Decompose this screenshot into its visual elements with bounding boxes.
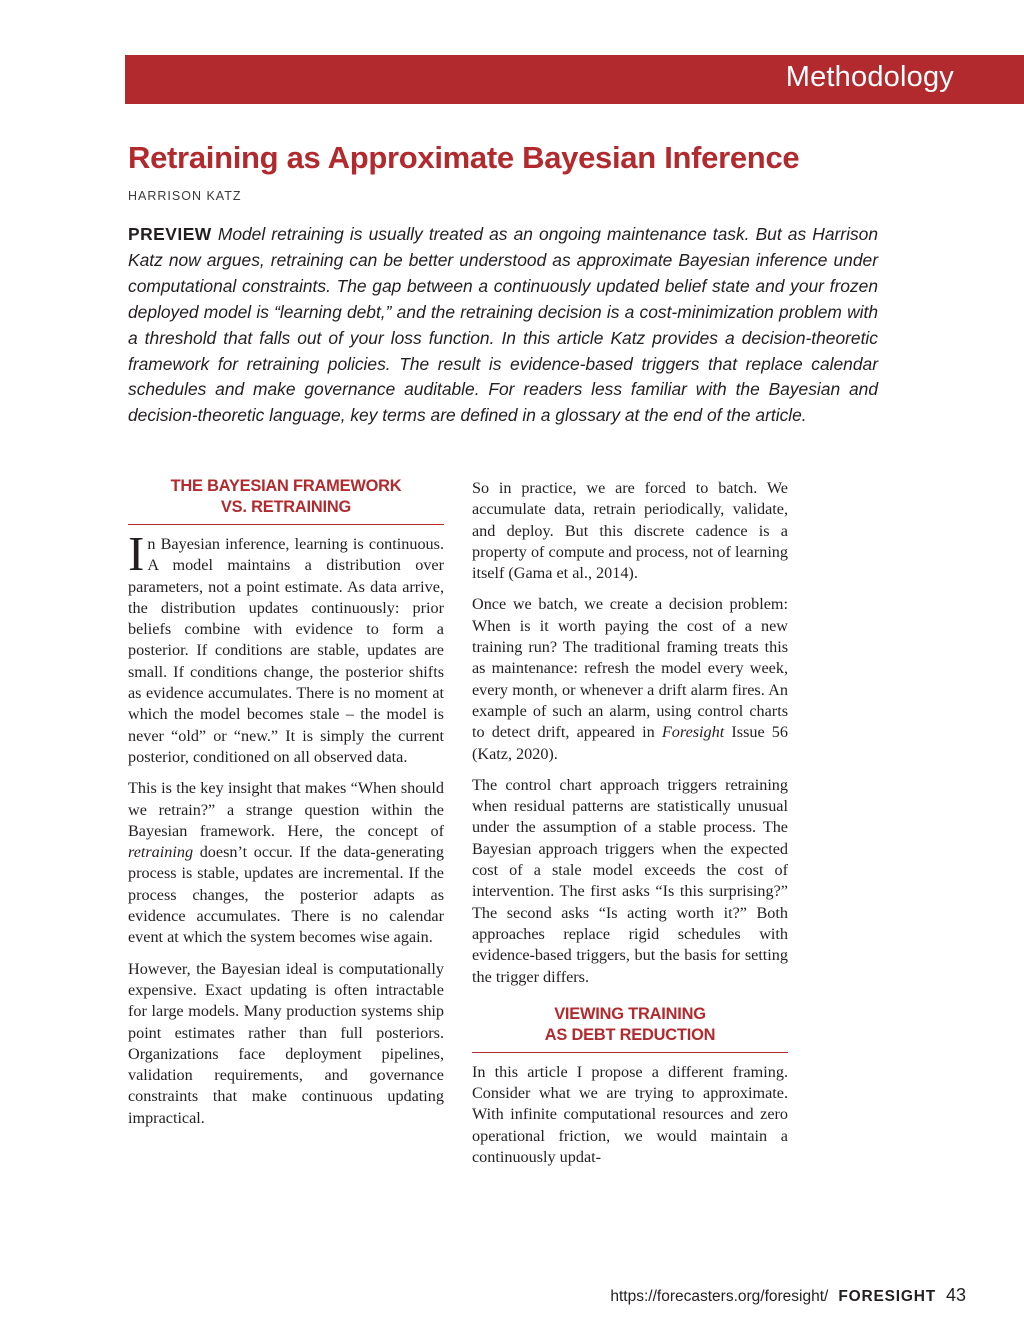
section-banner <box>125 55 1024 104</box>
article-preview <box>128 222 878 429</box>
body-paragraph: In this article I propose a different framing. Consider what we are trying to approximate. With infinite computational resources and zero operational friction, we would maintain a continuously updat- <box>472 1062 788 1167</box>
section-heading-debt-reduction: VIEWING TRAINING AS DEBT REDUCTION <box>472 1004 788 1053</box>
body-paragraph: However, the Bayesian ideal is computationally expensive. Exact updating is often intractable for large models. Many production systems ship point estimates rather than full posteriors. Organizations face deployment pipelines, validation requirements, and governance constraints that make continuous updating impractical. <box>128 959 444 1127</box>
body-paragraph: The control chart approach triggers retraining when residual patterns are statistically unusual under the assumption of a stable process. The Bayesian approach triggers when the expected cost of a stale model exceeds the cost of intervention. The first asks “Is this surprising?” The second asks “Is acting worth it?” Both approaches replace rigid schedules with evidence-based triggers, but the basis for setting the trigger differs. <box>472 775 788 986</box>
body-paragraph: This is the key insight that makes “When should we retrain?” a strange question within the Bayesian framework. Here, the concept of retraining doesn’t occur. If the data-generating process is stable, updates are incremental. If the process changes, the posterior adapts as evidence accumulates. There is no calendar event at which the system becomes wise again. <box>128 779 444 947</box>
body-paragraph: So in practice, we are forced to batch. We accumulate data, retrain periodically, validate, and deploy. But this discrete cadence is a property of compute and process, not of learning itself (Gama et al., 2014). <box>472 479 788 583</box>
section-heading-bayesian-framework: THE BAYESIAN FRAMEWORK VS. RETRAINING <box>128 476 444 525</box>
left-column <box>128 476 444 1139</box>
page-footer <box>610 1285 966 1306</box>
article-title: Retraining as Approximate Bayesian Inference <box>128 140 800 175</box>
preview-text: Model retraining is usually treated as an ongoing maintenance task. But as Harrison Katz now argues, retraining can be better understood as approximate Bayesian inference under computational constraints. The gap between a continuously updated belief state and your frozen deployed model is “learning debt,” and the retraining decision is a cost-minimization problem with a threshold that falls out of your loss function. In this article Katz provides a decision-theoretic framework for retraining policies. The result is evidence-based triggers that replace calendar schedules and make governance auditable. For readers less familiar with the Bayesian and decision-theoretic language, key terms are defined in a glossary at the end of the article. <box>128 224 878 426</box>
article-author: HARRISON KATZ <box>128 189 242 203</box>
page-number: 43 <box>945 1285 966 1305</box>
magazine-name: FORESIGHT <box>838 1288 936 1305</box>
section-label: Methodology <box>785 61 954 93</box>
right-column <box>472 476 788 1178</box>
footer-url-link[interactable]: https://forecasters.org/foresight/ <box>610 1288 829 1305</box>
body-paragraph: Once we batch, we create a decision problem: When is it worth paying the cost of a new training run? The traditional framing treats this as maintenance: refresh the model every week, every month, or whenever a drift alarm fires. An example of such an alarm, using control charts to detect drift, appeared in Foresight Issue 56 (Katz, 2020). <box>472 595 788 763</box>
drop-cap: I <box>128 526 145 581</box>
preview-label: PREVIEW <box>128 224 212 244</box>
body-paragraph: In Bayesian inference, learning is continuous. A model maintains a distribution over parameters, not a point estimate. As data arrive, the distribution updates continuously: prior beliefs combine with evidence to form a posterior. If conditions are stable, updates are small. If conditions change, the posterior shifts as evidence accumulates. There is no moment at which the model becomes stale – the model is never “old” or “new.” It is simply the current posterior, conditioned on all observed data. <box>128 526 444 766</box>
